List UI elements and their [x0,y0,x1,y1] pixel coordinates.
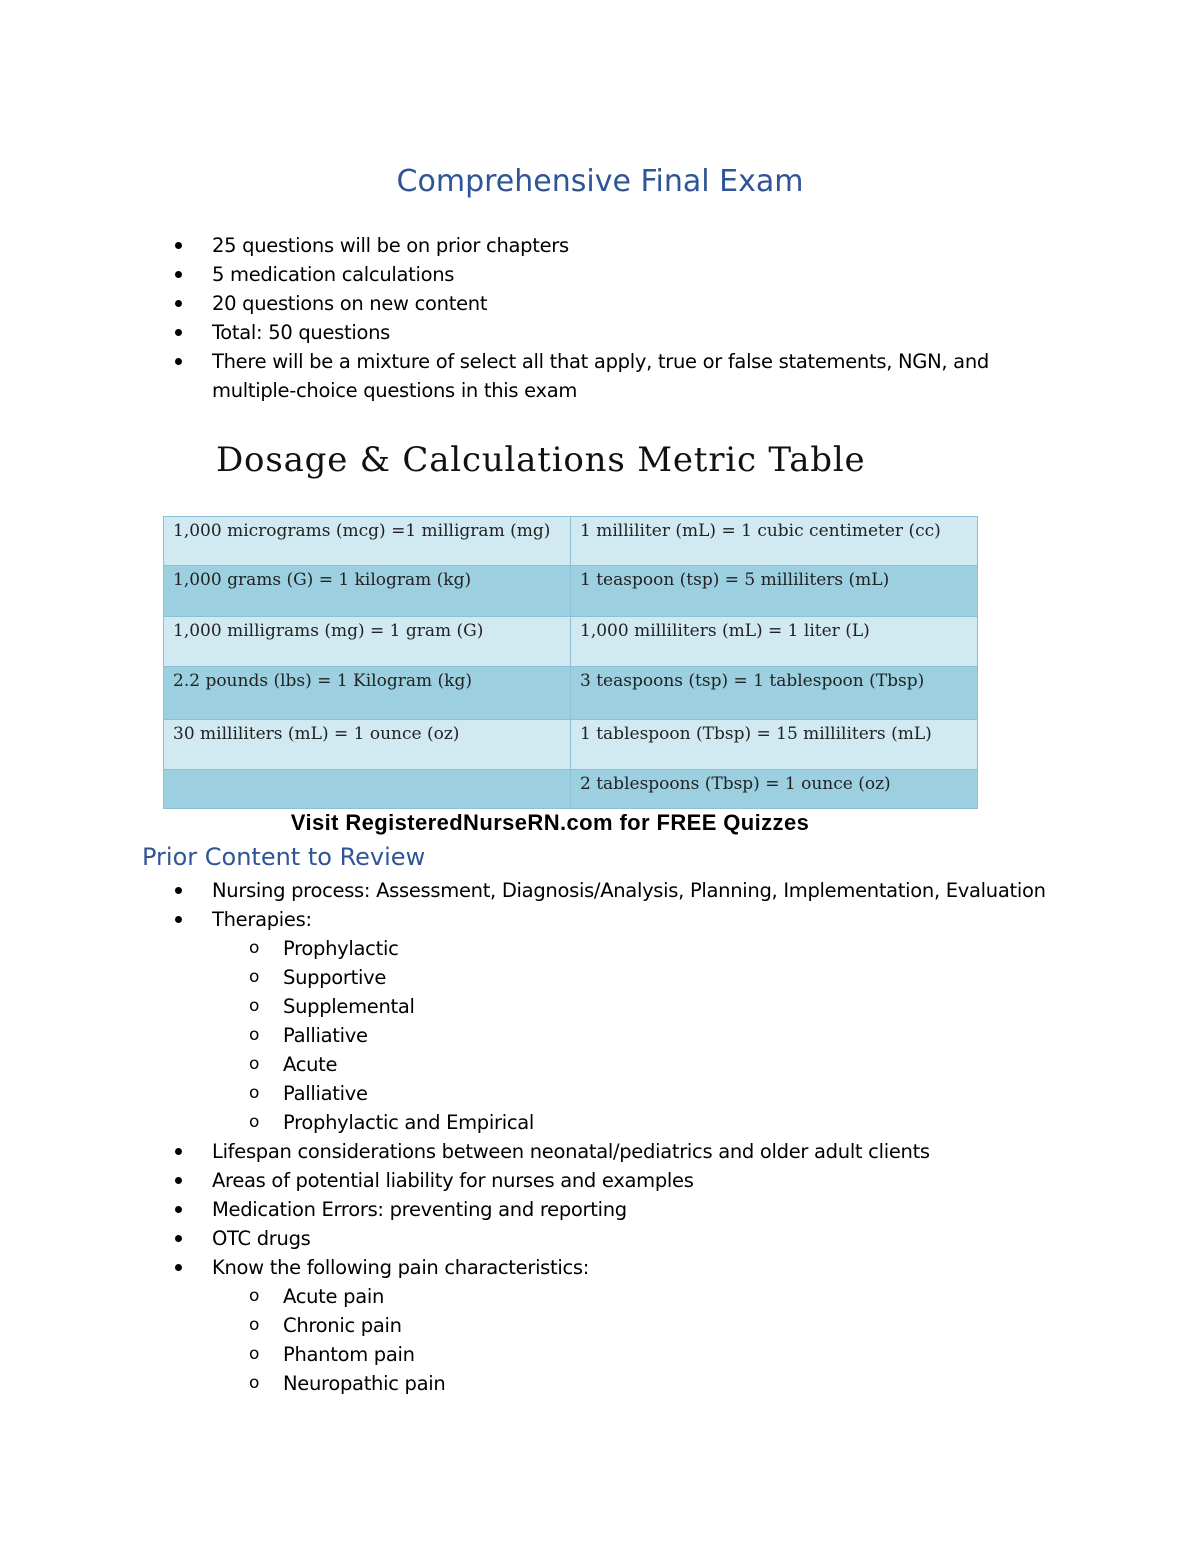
bullet-icon [175,916,182,923]
list-item: Medication Errors: preventing and reporting [142,1195,1162,1224]
table-cell: 1,000 micrograms (mcg) =1 milligram (mg) [164,517,571,566]
list-item: Know the following pain characteristics: o Acute pain o Chronic pain o Phantom pain o Neuropathic pain [142,1253,1162,1398]
list-item: o Acute [212,1050,1162,1079]
circle-bullet-icon: o [249,938,260,958]
list-item: o Phantom pain [212,1340,1162,1369]
bullet-icon [175,271,182,278]
table-cell: 1 tablespoon (Tbsp) = 15 milliliters (mL) [571,720,978,770]
bullet-icon [175,329,182,336]
list-item: o Supportive [212,963,1162,992]
bullet-icon [175,300,182,307]
list-item: o Palliative [212,1079,1162,1108]
page-title: Comprehensive Final Exam [396,164,804,199]
section-heading: Prior Content to Review [142,843,426,871]
circle-bullet-icon: o [249,1083,260,1103]
list-item: 5 medication calculations [142,260,1042,289]
table-row [164,617,978,667]
list-item: o Prophylactic and Empirical [212,1108,1162,1137]
exam-points-list [142,231,1042,405]
table-cell: 1 milliliter (mL) = 1 cubic centimeter (cc) [571,517,978,566]
list-item: Lifespan considerations between neonatal/pediatrics and older adult clients [142,1137,1162,1166]
table-row [164,720,978,770]
table-row [164,517,978,566]
circle-bullet-icon: o [249,1025,260,1045]
bullet-icon [175,1235,182,1242]
list-item: o Palliative [212,1021,1162,1050]
circle-bullet-icon: o [249,967,260,987]
list-item: There will be a mixture of select all that apply, true or false statements, NGN, and multiple-choice questions in this exam [142,347,1042,405]
bullet-icon [175,1177,182,1184]
bullet-icon [175,358,182,365]
bullet-icon [175,1206,182,1213]
table-cell: 2 tablespoons (Tbsp) = 1 ounce (oz) [571,770,978,809]
table-cell: 2.2 pounds (lbs) = 1 Kilogram (kg) [164,667,571,720]
circle-bullet-icon: o [249,1054,260,1074]
circle-bullet-icon: o [249,1344,260,1364]
list-item: OTC drugs [142,1224,1162,1253]
list-item: 25 questions will be on prior chapters [142,231,1042,260]
table-row [164,566,978,617]
circle-bullet-icon: o [249,1112,260,1132]
list-item: Areas of potential liability for nurses and examples [142,1166,1162,1195]
table-cell: 3 teaspoons (tsp) = 1 tablespoon (Tbsp) [571,667,978,720]
metric-table [163,516,978,809]
list-item: o Acute pain [212,1282,1162,1311]
table-row [164,667,978,720]
list-item: Nursing process: Assessment, Diagnosis/Analysis, Planning, Implementation, Evaluation [142,876,1162,905]
list-item: o Prophylactic [212,934,1162,963]
circle-bullet-icon: o [249,1286,260,1306]
bullet-icon [175,887,182,894]
list-item: o Supplemental [212,992,1162,1021]
list-item: 20 questions on new content [142,289,1042,318]
metric-table-title: Dosage & Calculations Metric Table [216,440,866,480]
bullet-icon [175,1264,182,1271]
bullet-icon [175,1148,182,1155]
list-item: Total: 50 questions [142,318,1042,347]
bullet-icon [175,242,182,249]
table-row [164,770,978,809]
circle-bullet-icon: o [249,1373,260,1393]
pain-types-list [212,1282,1162,1398]
circle-bullet-icon: o [249,1315,260,1335]
table-cell: 30 milliliters (mL) = 1 ounce (oz) [164,720,571,770]
table-cell: 1 teaspoon (tsp) = 5 milliliters (mL) [571,566,978,617]
table-cell: 1,000 milliliters (mL) = 1 liter (L) [571,617,978,667]
prior-content-list [142,876,1162,1398]
list-item: o Neuropathic pain [212,1369,1162,1398]
table-cell [164,770,571,809]
list-item: Therapies: o Prophylactic o Supportive o Supplemental o Palliative o Acute o Palliative o Prophylactic and Empirical [142,905,1162,1137]
list-item: o Chronic pain [212,1311,1162,1340]
table-cell: 1,000 grams (G) = 1 kilogram (kg) [164,566,571,617]
table-cell: 1,000 milligrams (mg) = 1 gram (G) [164,617,571,667]
circle-bullet-icon: o [249,996,260,1016]
therapies-list [212,934,1162,1137]
promo-footer: Visit RegisteredNurseRN.com for FREE Quizzes [290,810,810,835]
